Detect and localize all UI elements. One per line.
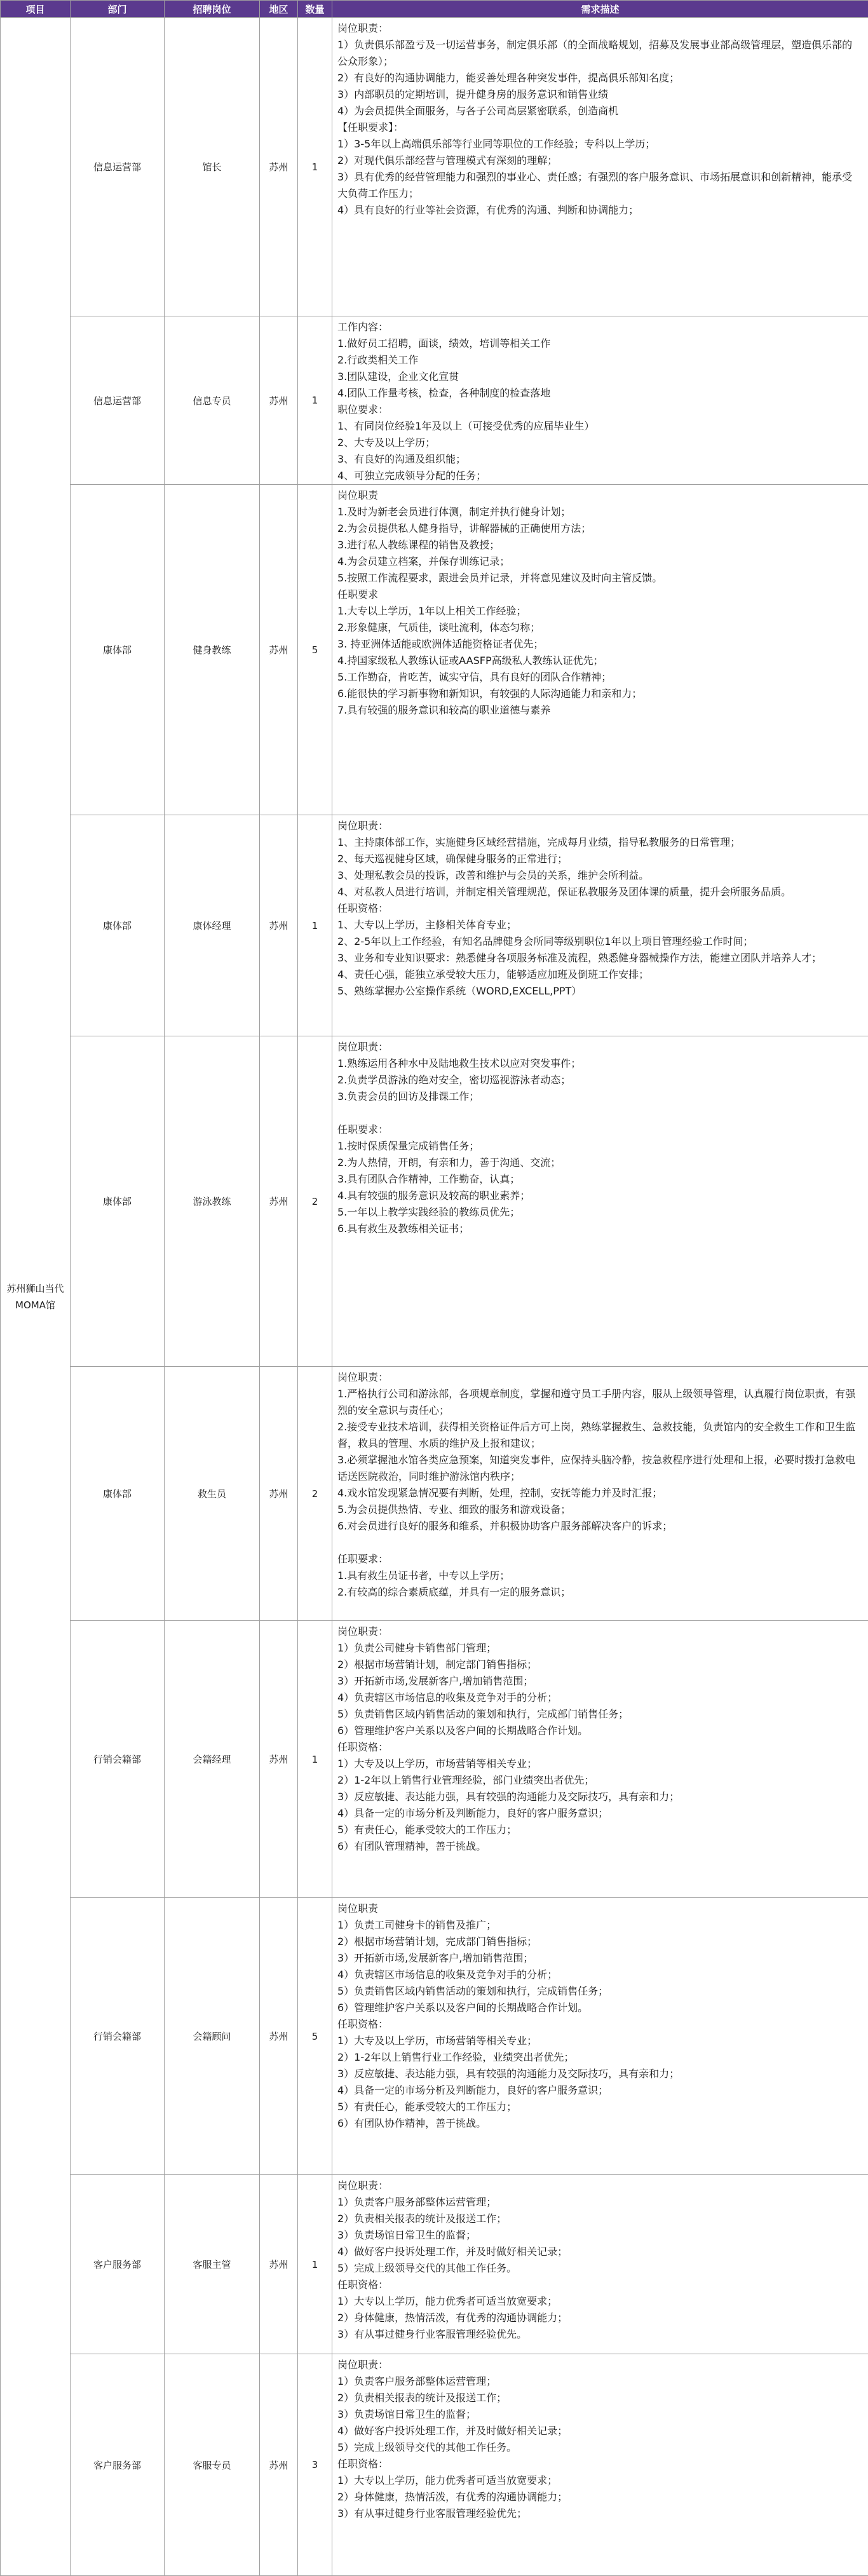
description-line: 2）身体健康，热情活泼，有优秀的沟通协调能力； [337, 2489, 862, 2505]
description-line: 4）负责辖区市场信息的收集及竞争对手的分析； [337, 1690, 862, 1706]
description-cell [332, 1621, 868, 1898]
description-line: 职位要求： [337, 402, 862, 418]
description-line: 任职要求： [337, 1122, 862, 1138]
description-line: 5）负责销售区域内销售活动的策划和执行，完成部门销售任务； [337, 1706, 862, 1723]
description-line: 6）管理维护客户关系以及客户间的长期战略合作计划。 [337, 1723, 862, 1739]
description-line: 2、每天巡视健身区域，确保健身服务的正常进行； [337, 851, 862, 867]
count-cell: 2 [298, 1036, 332, 1367]
description-line: 3）具有优秀的经营管理能力和强烈的事业心、责任感；有强烈的客户服务意识、市场拓展意识和创新精神，能承受大负荷工作压力； [337, 169, 862, 202]
header-description: 需求描述 [332, 1, 868, 18]
description-line: 2.行政类相关工作 [337, 352, 862, 369]
description-line: 3.必须掌握池水馆各类应急预案，知道突发事件，应保持头脑冷静，按急救程序进行处理和上报，必要时拨打急救电话送医院救治，同时维护游泳馆内秩序； [337, 1452, 862, 1485]
description-line: 3.进行私人教练课程的销售及教授； [337, 537, 862, 553]
description-line: 4.团队工作量考核，检查，各种制度的检查落地 [337, 385, 862, 402]
description-line: 任职资格： [337, 2456, 862, 2472]
description-line: 1）大专及以上学历，市场营销等相关专业； [337, 2033, 862, 2049]
description-line: 2）身体健康，热情活泼，有优秀的沟通协调能力； [337, 2310, 862, 2326]
description-line: 3）有从事过健身行业客服管理经验优先； [337, 2505, 862, 2522]
region-cell: 苏州 [260, 18, 298, 316]
region-cell: 苏州 [260, 1621, 298, 1898]
description-line: 岗位职责 [337, 1901, 862, 1917]
description-line: 4）具有良好的行业等社会资源，有优秀的沟通、判断和协调能力； [337, 202, 862, 219]
description-cell [332, 18, 868, 316]
department-cell: 康体部 [71, 485, 165, 815]
description-cell [332, 1036, 868, 1367]
description-line: 工作内容： [337, 319, 862, 336]
description-line: 1.具有救生员证书者，中专以上学历； [337, 1568, 862, 1584]
count-cell: 3 [298, 2354, 332, 2576]
description-line: 3. 持亚洲体适能或欧洲体适能资格证者优先； [337, 636, 862, 653]
header-region: 地区 [260, 1, 298, 18]
description-line: 【任职要求】： [337, 119, 862, 136]
description-cell [332, 1367, 868, 1621]
project-cell: 苏州狮山当代MOMA馆 [1, 18, 71, 2576]
description-line: 岗位职责： [337, 2178, 862, 2194]
description-line: 5、熟练掌握办公室操作系统（WORD,EXCELL,PPT） [337, 983, 862, 1000]
description-line: 岗位职责： [337, 20, 862, 37]
position-cell: 康体经理 [165, 815, 260, 1036]
description-line: 3.团队建设，企业文化宣贯 [337, 369, 862, 385]
description-line: 2、大专及以上学历； [337, 435, 862, 451]
description-line: 岗位职责： [337, 1369, 862, 1386]
description-line: 1）负责工司健身卡的销售及推广； [337, 1917, 862, 1934]
description-line [337, 1535, 862, 1551]
description-line: 4.为会员建立档案，并保存训练记录； [337, 553, 862, 570]
description-line: 1）大专以上学历，能力优秀者可适当放宽要求； [337, 2293, 862, 2310]
description-line: 4.具有较强的服务意识及较高的职业素养； [337, 1188, 862, 1204]
description-line: 4）负责辖区市场信息的收集及竞争对手的分析； [337, 1967, 862, 1983]
table-row [1, 1367, 868, 1621]
description-line: 3.具有团队合作精神，工作勤奋，认真； [337, 1171, 862, 1188]
position-cell: 会籍经理 [165, 1621, 260, 1898]
description-line: 2）1-2年以上销售行业工作经验，业绩突出者优先； [337, 2049, 862, 2066]
description-cell [332, 1898, 868, 2175]
description-line: 4.戏水馆发现紧急情况要有判断，处理，控制，安抚等能力并及时汇报； [337, 1485, 862, 1502]
description-cell [332, 2354, 868, 2576]
description-line: 3、处理私教会员的投诉，改善和维护与会员的关系，维护会所利益。 [337, 867, 862, 884]
description-line: 任职资格： [337, 1739, 862, 1756]
count-cell: 1 [298, 18, 332, 316]
department-cell: 客户服务部 [71, 2354, 165, 2576]
table-row [1, 1036, 868, 1367]
description-line: 6）有团队管理精神，善于挑战。 [337, 1838, 862, 1855]
position-cell: 健身教练 [165, 485, 260, 815]
table-row [1, 2175, 868, 2354]
region-cell: 苏州 [260, 815, 298, 1036]
department-cell: 客户服务部 [71, 2175, 165, 2354]
header-project: 项目 [1, 1, 71, 18]
description-line: 4）具备一定的市场分析及判断能力，良好的客户服务意识； [337, 1805, 862, 1822]
description-line: 1.大专以上学历，1年以上相关工作经验； [337, 603, 862, 620]
description-line: 2.为会员提供私人健身指导，讲解器械的正确使用方法； [337, 520, 862, 537]
region-cell: 苏州 [260, 2354, 298, 2576]
description-line: 任职资格： [337, 2016, 862, 2033]
description-line: 1.做好员工招聘，面谈，绩效，培训等相关工作 [337, 336, 862, 352]
description-line: 1.严格执行公司和游泳部，各项规章制度，掌握和遵守员工手册内容，服从上级领导管理，认真履行岗位职责，有强烈的安全意识与责任心； [337, 1386, 862, 1419]
description-line: 1.熟练运用各种水中及陆地救生技术以应对突发事件； [337, 1055, 862, 1072]
description-line: 7.具有较强的服务意识和较高的职业道德与素养 [337, 702, 862, 719]
description-line: 2）负责相关报表的统计及报送工作； [337, 2211, 862, 2227]
description-line: 4、对私教人员进行培训，并制定相关管理规范，保证私教服务及团体课的质量，提升会所服务品质。 [337, 884, 862, 900]
description-line: 4、责任心强，能独立承受较大压力，能够适应加班及倒班工作安排； [337, 966, 862, 983]
description-line: 4）为会员提供全面服务，与各子公司高层紧密联系，创造商机 [337, 103, 862, 119]
header-count: 数量 [298, 1, 332, 18]
department-cell: 行销会籍部 [71, 1898, 165, 2175]
department-cell: 信息运营部 [71, 18, 165, 316]
position-cell: 客服专员 [165, 2354, 260, 2576]
description-line: 3）负责场馆日常卫生的监督； [337, 2227, 862, 2244]
department-cell: 康体部 [71, 815, 165, 1036]
description-line: 3）内部职员的定期培训，提升健身房的服务意识和销售业绩 [337, 86, 862, 103]
description-line: 1）3-5年以上高端俱乐部等行业同等职位的工作经验；专科以上学历； [337, 136, 862, 153]
description-line: 2.接受专业技术培训，获得相关资格证件后方可上岗，熟练掌握救生、急救技能，负责馆内的安全救生工作和卫生监督，救具的管理、水质的维护及上报和建议； [337, 1419, 862, 1452]
description-line: 3）反应敏捷、表达能力强，具有较强的沟通能力及交际技巧，具有亲和力； [337, 2066, 862, 2082]
description-line: 5）有责任心，能承受较大的工作压力； [337, 2099, 862, 2115]
description-line: 岗位职责： [337, 818, 862, 834]
description-line: 3）开拓新市场,发展新客户,增加销售范围； [337, 1673, 862, 1690]
description-line: 2）1-2年以上销售行业管理经验，部门业绩突出者优先； [337, 1772, 862, 1789]
description-line: 任职资格： [337, 2277, 862, 2293]
count-cell: 1 [298, 1621, 332, 1898]
region-cell: 苏州 [260, 1367, 298, 1621]
description-line: 3）有从事过健身行业客服管理经验优先。 [337, 2326, 862, 2343]
header-position: 招聘岗位 [165, 1, 260, 18]
description-line: 5.为会员提供热情、专业、细致的服务和游戏设备； [337, 1502, 862, 1518]
table-row [1, 2354, 868, 2576]
description-cell [332, 485, 868, 815]
description-line: 6）管理维护客户关系以及客户间的长期战略合作计划。 [337, 2000, 862, 2016]
description-line: 5）负责销售区域内销售活动的策划和执行，完成销售任务； [337, 1983, 862, 2000]
position-cell: 会籍顾问 [165, 1898, 260, 2175]
description-line: 岗位职责 [337, 487, 862, 504]
description-line: 4）做好客户投诉处理工作，并及时做好相关记录； [337, 2244, 862, 2260]
description-line: 2）根据市场营销计划，完成部门销售指标； [337, 1934, 862, 1950]
count-cell: 1 [298, 2175, 332, 2354]
description-line: 3、有良好的沟通及组织能； [337, 451, 862, 468]
position-cell: 馆长 [165, 18, 260, 316]
description-line: 6.对会员进行良好的服务和维系，并积极协助客户服务部解决客户的诉求； [337, 1518, 862, 1535]
description-line: 岗位职责： [337, 1624, 862, 1640]
description-line: 2）有良好的沟通协调能力，能妥善处理各种突发事件，提高俱乐部知名度； [337, 70, 862, 86]
description-line: 4）具备一定的市场分析及判断能力，良好的客户服务意识； [337, 2082, 862, 2099]
description-cell [332, 2175, 868, 2354]
region-cell: 苏州 [260, 1898, 298, 2175]
description-line: 6.能很快的学习新事物和新知识，有较强的人际沟通能力和亲和力； [337, 686, 862, 702]
count-cell: 2 [298, 1367, 332, 1621]
count-cell: 5 [298, 485, 332, 815]
department-cell: 信息运营部 [71, 316, 165, 485]
description-line: 1）大专以上学历，能力优秀者可适当放宽要求； [337, 2472, 862, 2489]
description-line: 任职要求 [337, 586, 862, 603]
region-cell: 苏州 [260, 485, 298, 815]
description-line: 1）负责公司健身卡销售部门管理； [337, 1640, 862, 1657]
table-row [1, 1621, 868, 1898]
description-line: 4.持国家级私人教练认证或AASFP高级私人教练认证优先； [337, 653, 862, 669]
description-line: 任职要求： [337, 1551, 862, 1568]
region-cell: 苏州 [260, 1036, 298, 1367]
description-line: 3）反应敏捷、表达能力强，具有较强的沟通能力及交际技巧，具有亲和力； [337, 1789, 862, 1805]
description-line: 2.为人热情，开朗，有亲和力，善于沟通、交流； [337, 1155, 862, 1171]
region-cell: 苏州 [260, 316, 298, 485]
description-line: 5）完成上级领导交代的其他工作任务。 [337, 2260, 862, 2277]
description-line: 6）有团队协作精神，善于挑战。 [337, 2115, 862, 2132]
description-line: 1）负责俱乐部盈亏及一切运营事务，制定俱乐部（的全面战略规划，招募及发展事业部高级管理层，塑造俱乐部的公众形象）； [337, 37, 862, 70]
description-line: 2）负责相关报表的统计及报送工作； [337, 2390, 862, 2406]
description-line: 3.负责会员的回访及排课工作； [337, 1088, 862, 1105]
description-line: 2.形象健康，气质佳，谈吐流利，体态匀称； [337, 620, 862, 636]
count-cell: 1 [298, 316, 332, 485]
description-line: 1）负责客户服务部整体运营管理； [337, 2373, 862, 2390]
table-row [1, 815, 868, 1036]
description-line: 5）完成上级领导交代的其他工作任务。 [337, 2439, 862, 2456]
position-cell: 救生员 [165, 1367, 260, 1621]
description-line: 岗位职责： [337, 2357, 862, 2373]
description-line: 3、业务和专业知识要求：熟悉健身各项服务标准及流程，熟悉健身器械操作方法，能建立团队并培养人才； [337, 950, 862, 966]
department-cell: 行销会籍部 [71, 1621, 165, 1898]
description-cell [332, 815, 868, 1036]
description-line: 1、有同岗位经验1年及以上（可接受优秀的应届毕业生） [337, 418, 862, 435]
description-line: 6.具有救生及教练相关证书； [337, 1221, 862, 1237]
department-cell: 康体部 [71, 1367, 165, 1621]
count-cell: 5 [298, 1898, 332, 2175]
description-line: 1）负责客户服务部整体运营管理； [337, 2194, 862, 2211]
position-cell: 信息专员 [165, 316, 260, 485]
description-line: 2.负责学员游泳的绝对安全，密切巡视游泳者动态； [337, 1072, 862, 1088]
description-line: 2）对现代俱乐部经营与管理模式有深刻的理解； [337, 153, 862, 169]
description-line: 3）开拓新市场,发展新客户,增加销售范围； [337, 1950, 862, 1967]
header-row [1, 1, 868, 18]
description-line: 4）做好客户投诉处理工作，并及时做好相关记录； [337, 2423, 862, 2439]
description-line: 4、可独立完成领导分配的任务； [337, 468, 862, 484]
description-line: 5）有责任心，能承受较大的工作压力； [337, 1822, 862, 1838]
table-body [1, 18, 868, 2576]
description-line: 任职资格： [337, 900, 862, 917]
description-line: 2.有较高的综合素质底蕴，并具有一定的服务意识； [337, 1584, 862, 1601]
description-line: 1、主持康体部工作，实施健身区域经营措施，完成每月业绩，指导私教服务的日常管理； [337, 834, 862, 851]
description-line: 1）大专及以上学历，市场营销等相关专业； [337, 1756, 862, 1772]
description-line: 5.一年以上教学实践经验的教练员优先； [337, 1204, 862, 1221]
description-line: 1、大专以上学历，主修相关体育专业； [337, 917, 862, 933]
description-line: 5.工作勤奋，肯吃苦，诚实守信，具有良好的团队合作精神； [337, 669, 862, 686]
description-line: 5.按照工作流程要求，跟进会员并记录，并将意见建议及时向主管反馈。 [337, 570, 862, 586]
description-line [337, 1105, 862, 1122]
description-line: 2、2-5年以上工作经验，有知名品牌健身会所同等级别职位1年以上项目管理经验工作时间； [337, 933, 862, 950]
position-cell: 客服主管 [165, 2175, 260, 2354]
table-row [1, 316, 868, 485]
count-cell: 1 [298, 815, 332, 1036]
table-row [1, 485, 868, 815]
department-cell: 康体部 [71, 1036, 165, 1367]
position-cell: 游泳教练 [165, 1036, 260, 1367]
description-line: 岗位职责： [337, 1039, 862, 1055]
description-line: 2）根据市场营销计划，制定部门销售指标； [337, 1657, 862, 1673]
description-line: 1.及时为新老会员进行体测，制定并执行健身计划； [337, 504, 862, 520]
description-cell [332, 316, 868, 485]
region-cell: 苏州 [260, 2175, 298, 2354]
table-row [1, 1898, 868, 2175]
description-line: 1.按时保质保量完成销售任务； [337, 1138, 862, 1155]
description-line: 3）负责场馆日常卫生的监督； [337, 2406, 862, 2423]
table-row [1, 18, 868, 316]
header-department: 部门 [71, 1, 165, 18]
